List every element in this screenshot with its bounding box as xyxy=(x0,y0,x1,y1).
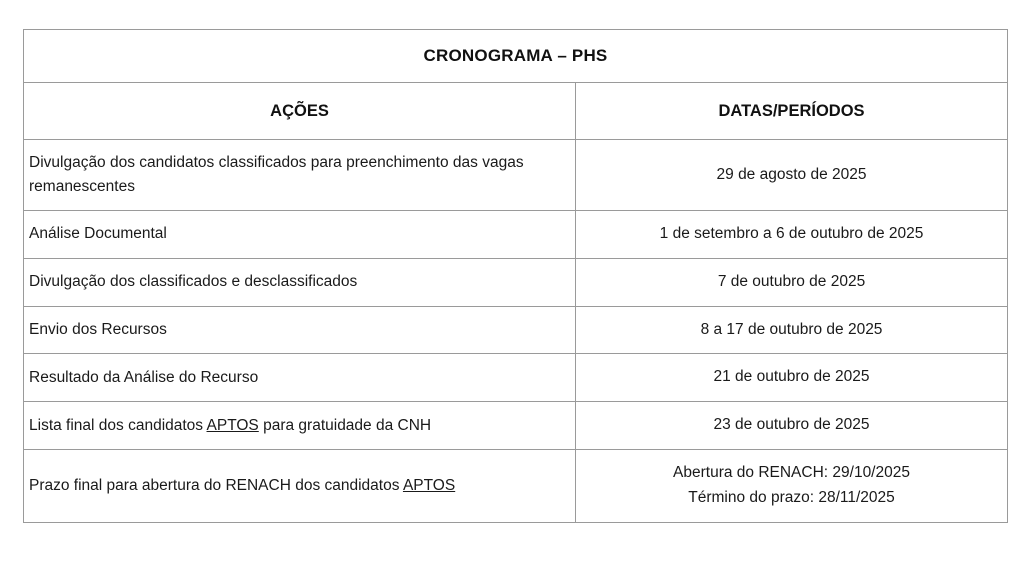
date-text xyxy=(576,258,1008,306)
date-text xyxy=(576,140,1008,211)
action-text xyxy=(24,140,576,211)
action-text-plain: Envio dos Recursos xyxy=(29,321,167,339)
action-text xyxy=(24,354,576,402)
date-text xyxy=(576,402,1008,450)
action-text-plain: Resultado da Análise do Recurso xyxy=(29,368,259,386)
date-line: Término do prazo: 28/11/2025 xyxy=(688,488,895,506)
action-text xyxy=(24,450,576,523)
action-text xyxy=(24,402,576,450)
date-line: 29 de agosto de 2025 xyxy=(716,165,867,183)
table-row xyxy=(24,402,1008,450)
table-row xyxy=(24,450,1008,523)
table-row xyxy=(24,354,1008,402)
action-text-plain: Divulgação dos candidatos classificados para preenchimento das vagas remanescentes xyxy=(29,154,524,196)
date-line: 21 de outubro de 2025 xyxy=(713,368,870,386)
table-title: CRONOGRAMA – PHS xyxy=(24,30,1008,83)
date-text xyxy=(576,306,1008,354)
column-header-dates: DATAS/PERÍODOS xyxy=(576,83,1008,140)
action-text xyxy=(24,306,576,354)
table-row xyxy=(24,258,1008,306)
column-header-actions: AÇÕES xyxy=(24,83,576,140)
action-text xyxy=(24,258,576,306)
table-row xyxy=(24,140,1008,211)
table-row xyxy=(24,306,1008,354)
date-line: 7 de outubro de 2025 xyxy=(717,272,866,290)
table-row xyxy=(24,211,1008,259)
action-text-suffix: para gratuidade da CNH xyxy=(258,416,432,434)
date-text xyxy=(576,211,1008,259)
date-line: Abertura do RENACH: 29/10/2025 xyxy=(673,464,910,482)
table-title-row xyxy=(24,30,1008,83)
action-text-plain: Análise Documental xyxy=(29,225,167,243)
action-text-underlined: APTOS xyxy=(402,476,456,494)
date-line: 1 de setembro a 6 de outubro de 2025 xyxy=(659,225,924,243)
table-header-row xyxy=(24,83,1008,140)
date-text xyxy=(576,450,1008,523)
schedule-table xyxy=(23,29,1008,523)
date-line: 23 de outubro de 2025 xyxy=(713,416,870,434)
action-text-plain: Lista final dos candidatos xyxy=(29,416,207,434)
action-text-plain: Divulgação dos classificados e desclassificados xyxy=(29,273,358,291)
action-text-underlined: APTOS xyxy=(206,416,259,434)
action-text-plain: Prazo final para abertura do RENACH dos candidatos xyxy=(29,476,403,494)
action-text xyxy=(24,211,576,259)
date-line: 8 a 17 de outubro de 2025 xyxy=(700,320,883,338)
date-text xyxy=(576,354,1008,402)
schedule-table-wrapper xyxy=(23,29,1007,523)
